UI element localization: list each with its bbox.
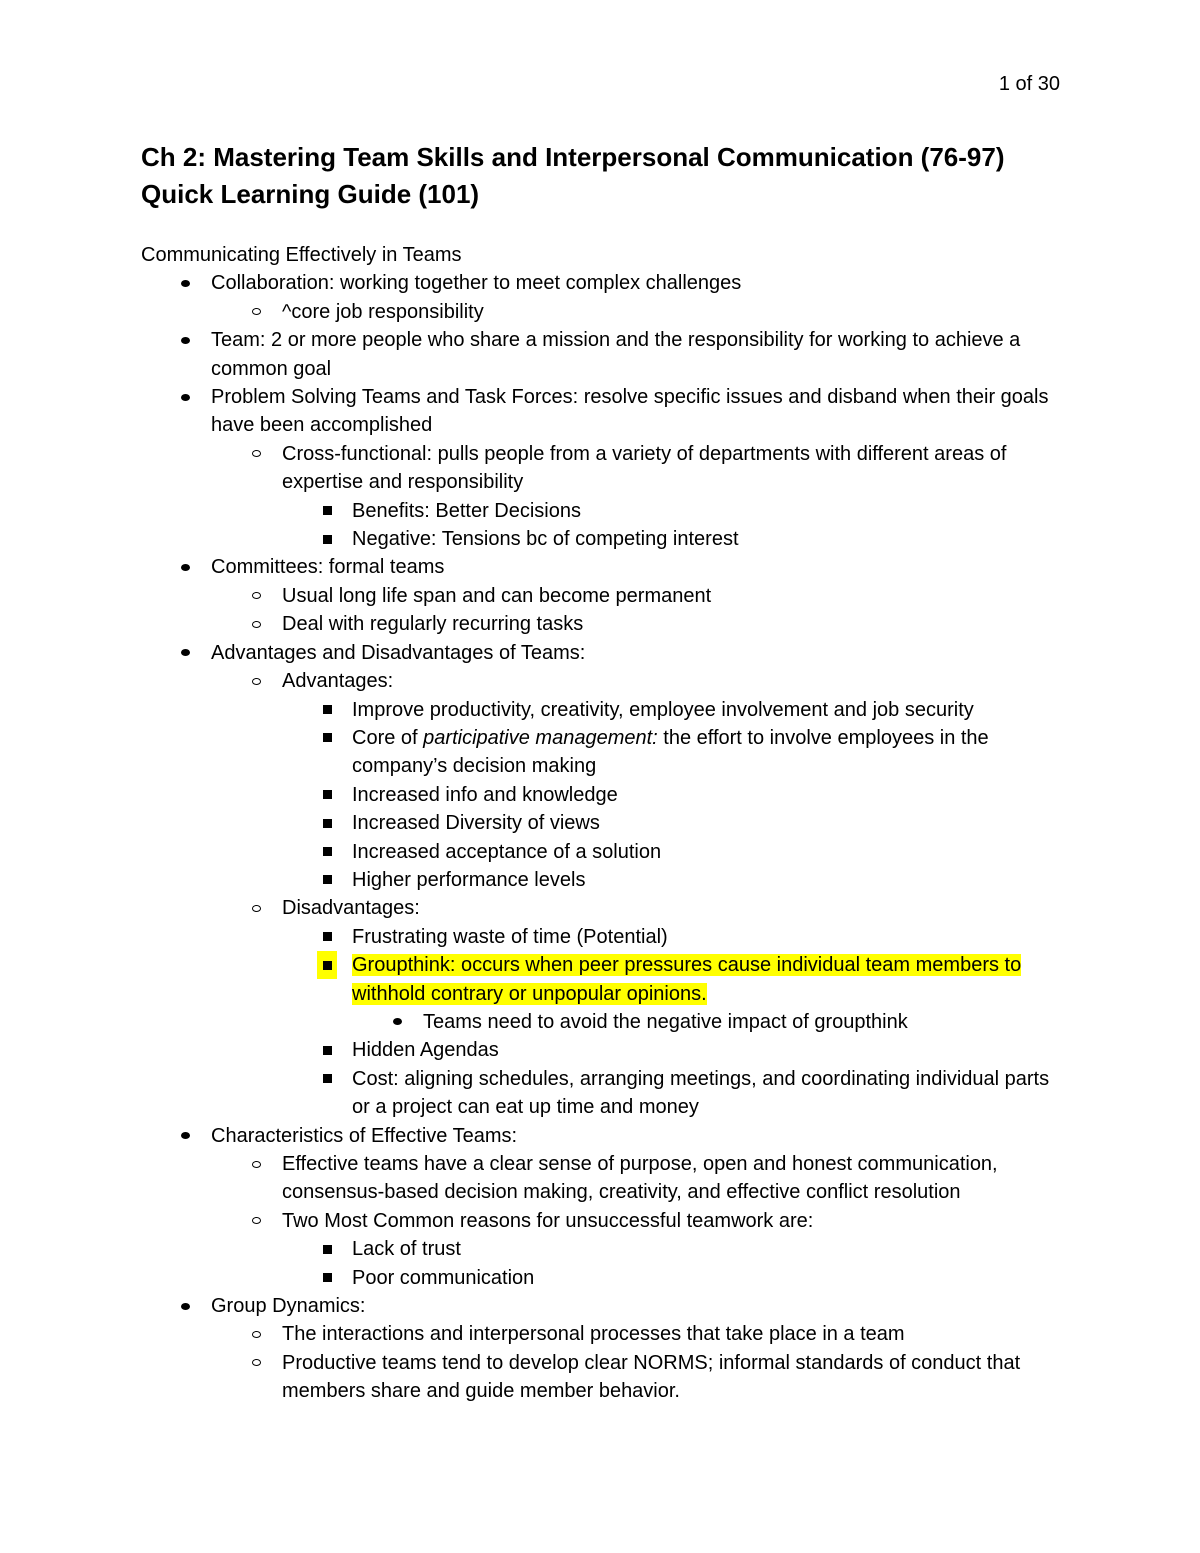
list-item: Increased Diversity of views <box>141 809 1071 837</box>
hollow-bullet-icon <box>246 582 266 610</box>
square-bullet-icon <box>317 1065 337 1093</box>
square-bullet-icon <box>317 1264 337 1292</box>
hollow-bullet-icon <box>246 667 266 695</box>
square-bullet-icon <box>317 809 337 837</box>
list-item: Characteristics of Effective Teams: <box>141 1122 1071 1150</box>
hollow-bullet-icon <box>246 610 266 638</box>
list-item: Collaboration: working together to meet complex challenges <box>141 269 1071 297</box>
square-bullet-icon <box>317 696 337 724</box>
list-item: Advantages and Disadvantages of Teams: <box>141 639 1071 667</box>
list-item: Improve productivity, creativity, employee involvement and job security <box>141 696 1071 724</box>
highlighted-text: Groupthink: occurs when peer pressures cause individual team members to withhold contrary or unpopular opinions. <box>352 954 1022 1005</box>
bullet-icon <box>175 269 195 297</box>
list-item: Cost: aligning schedules, arranging meetings, and coordinating individual parts or a project can eat up time and money <box>141 1065 1071 1122</box>
highlighted-list-item <box>141 951 1071 1008</box>
list-item: Lack of trust <box>141 1235 1071 1263</box>
list-item: Benefits: Better Decisions <box>141 497 1071 525</box>
list-item: Teams need to avoid the negative impact of groupthink <box>141 1008 1071 1036</box>
list-item: Deal with regularly recurring tasks <box>141 610 1071 638</box>
list-item: Productive teams tend to develop clear NORMS; informal standards of conduct that members share and guide member behavior. <box>141 1349 1071 1406</box>
hollow-bullet-icon <box>246 1207 266 1235</box>
bullet-icon <box>175 1292 195 1320</box>
list-item: Core of participative management: the effort to involve employees in the company’s decision making <box>141 724 1071 781</box>
square-bullet-icon <box>317 866 337 894</box>
document-title <box>141 139 1141 213</box>
list-item: Higher performance levels <box>141 866 1071 894</box>
bullet-icon <box>175 553 195 581</box>
hollow-bullet-icon <box>246 1150 266 1178</box>
list-item: Problem Solving Teams and Task Forces: resolve specific issues and disband when their goals have been accomplished <box>141 383 1071 440</box>
bullet-icon <box>175 326 195 354</box>
list-item: Increased info and knowledge <box>141 781 1071 809</box>
list-item: ^core job responsibility <box>141 298 1071 326</box>
emphasized-term: participative management: <box>423 726 658 749</box>
hollow-bullet-icon <box>246 440 266 468</box>
square-bullet-icon <box>317 838 337 866</box>
list-item: Increased acceptance of a solution <box>141 838 1071 866</box>
square-bullet-icon <box>317 1235 337 1263</box>
bullet-icon <box>175 383 195 411</box>
hollow-bullet-icon <box>246 1320 266 1348</box>
bullet-icon <box>175 1122 195 1150</box>
square-bullet-icon <box>317 497 337 525</box>
list-item: Committees: formal teams <box>141 553 1071 581</box>
list-item: Poor communication <box>141 1264 1071 1292</box>
list-item: Disadvantages: <box>141 894 1071 922</box>
list-item: Usual long life span and can become permanent <box>141 582 1071 610</box>
list-item: Two Most Common reasons for unsuccessful teamwork are: <box>141 1207 1071 1235</box>
list-item: Frustrating waste of time (Potential) <box>141 923 1071 951</box>
page-number: 1 of 30 <box>998 73 1060 95</box>
square-bullet-icon <box>317 781 337 809</box>
square-bullet-icon <box>317 923 337 951</box>
list-item: Group Dynamics: <box>141 1292 1071 1320</box>
list-item: Hidden Agendas <box>141 1036 1071 1064</box>
list-item: The interactions and interpersonal processes that take place in a team <box>141 1320 1071 1348</box>
hollow-bullet-icon <box>246 1349 266 1377</box>
square-bullet-icon <box>317 525 337 553</box>
list-item: Advantages: <box>141 667 1071 695</box>
hollow-bullet-icon <box>246 894 266 922</box>
list-item: Team: 2 or more people who share a mission and the responsibility for working to achieve a common goal <box>141 326 1071 383</box>
square-bullet-icon <box>317 951 337 979</box>
outline-list <box>141 269 1071 1405</box>
bullet-icon <box>387 1008 407 1036</box>
square-bullet-icon <box>317 1036 337 1064</box>
title-line-2: Quick Learning Guide (101) <box>141 179 480 209</box>
document-body <box>141 241 1071 1406</box>
bullet-icon <box>175 639 195 667</box>
list-item: Effective teams have a clear sense of purpose, open and honest communication, consensus-based decision making, creativity, and effective conflict resolution <box>141 1150 1071 1207</box>
hollow-bullet-icon <box>246 298 266 326</box>
title-line-1: Ch 2: Mastering Team Skills and Interpersonal Communication (76-97) <box>141 142 1005 172</box>
square-bullet-icon <box>317 724 337 752</box>
section-heading: Communicating Effectively in Teams <box>141 244 462 266</box>
list-item: Negative: Tensions bc of competing interest <box>141 525 1071 553</box>
list-item: Cross-functional: pulls people from a variety of departments with different areas of expertise and responsibility <box>141 440 1071 497</box>
